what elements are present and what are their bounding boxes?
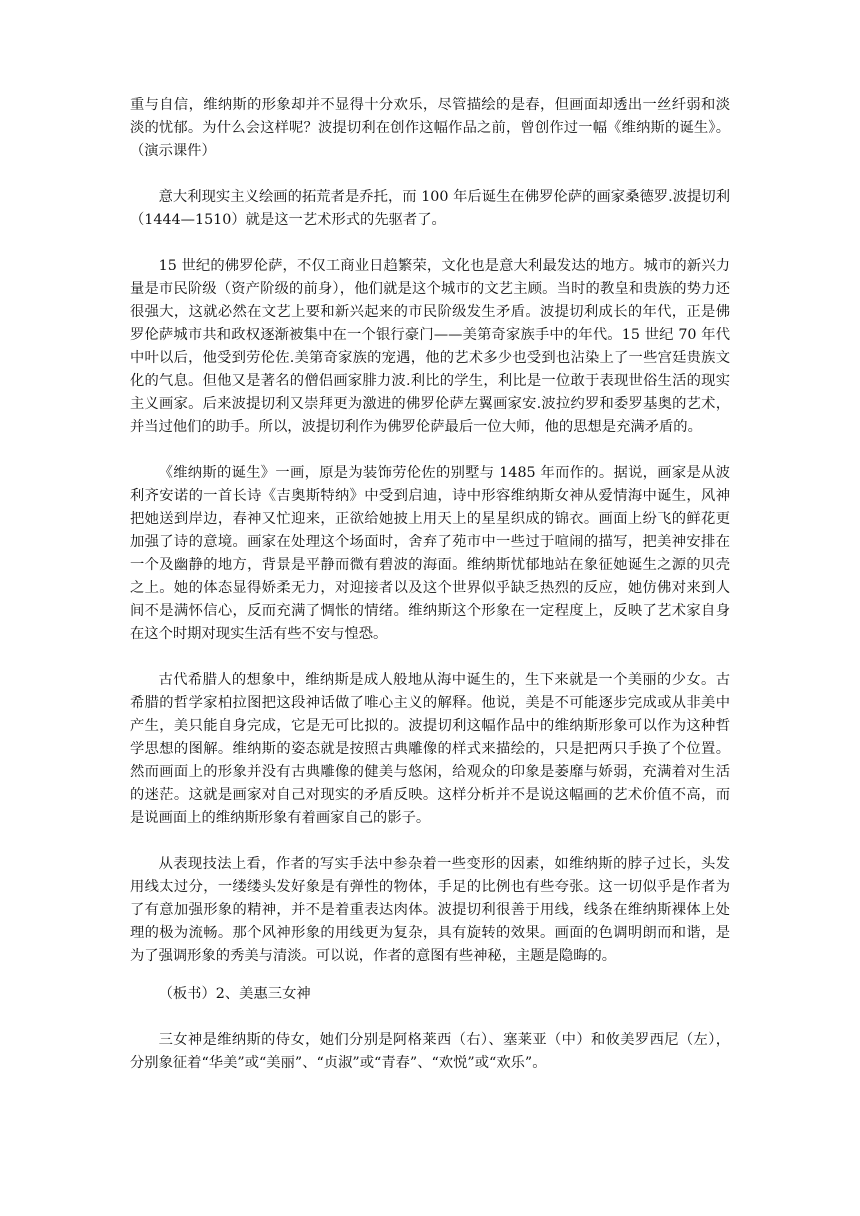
board-heading: （板书）2、美惠三女神 (158, 986, 311, 1002)
paragraph-intro-continued: 重与自信，维纳斯的形象却并不显得十分欢乐，尽管描绘的是春，但画面却透出一丝纤弱和淡淡的忧郁。为什么会这样呢？波提切利在创作这幅作品之前，曾创作过一幅《维纳斯的诞生》。（演示课件） (130, 97, 730, 159)
paragraph-greek-imagination: 古代希腊人的想象中，维纳斯是成人般地从海中诞生的，生下来就是一个美丽的少女。古希腊的哲学家柏拉图把这段神话做了唯心主义的解释。他说，美是不可能逐步完成或从非美中产生，美只能自身完成，它是无可比拟的。波提切利这幅作品中的维纳斯形象可以作为这种哲学思想的图解。维纳斯的姿态就是按照古典雕像的样式来描绘的，只是把两只手换了个位置。然而画面上的形象并没有古典雕像的健美与悠闲，给观众的印象是萎靡与娇弱，充满着对生活的迷茫。这就是画家对自己对现实的矛盾反映。这样分析并不是说这幅画的艺术价值不高，而是说画面上的维纳斯形象有着画家自己的影子。 (130, 672, 730, 826)
paragraph-giotto-botticelli: 意大利现实主义绘画的拓荒者是乔托，而 100 年后诞生在佛罗伦萨的画家桑德罗.波提切利（1444—1510）就是这一艺术形式的先驱者了。 (130, 189, 730, 228)
paragraph-birth-of-venus: 《维纳斯的诞生》一画，原是为装饰劳伦佐的别墅与 1485 年而作的。据说，画家是从波利齐安诺的一首长诗《吉奥斯特纳》中受到启迪，诗中形容维纳斯女神从爱情海中诞生，风神把她送到岸边，春神又忙迎来，正欲给她披上用天上的星星织成的锦衣。画面上纷飞的鲜花更加强了诗的意境。画家在处理这个场面时，舍弃了苑市中一些过于喧闹的描写，把美神安排在一个及幽静的地方，背景是平静而微有碧波的海面。维纳斯忧郁地站在象征她诞生之源的贝壳之上。她的体态显得娇柔无力，对迎接者以及这个世界似乎缺乏热烈的反应，她仿佛对来到人间不是满怀信心，反而充满了惆怅的情绪。维纳斯这个形象在一定程度上，反映了艺术家自身在这个时期对现实生活有些不安与惶恐。 (130, 465, 730, 642)
document-page (130, 94, 730, 1075)
paragraph-florence-15th-century: 15 世纪的佛罗伦萨，不仅工商业日趋繁荣，文化也是意大利最发达的地方。城市的新兴力量是市民阶级（资产阶级的前身），他们就是这个城市的文艺主顾。当时的教皇和贵族的势力还很强大，这就必然在文艺上要和新兴起来的市民阶级发生矛盾。波提切利成长的年代，正是佛罗伦萨城市共和政权逐渐被集中在一个银行豪门——美第奇家族手中的年代。15 世纪 70 年代中叶以后，他受到劳伦佐.美第奇家族的宠遇，他的艺术多少也受到也沾染上了一些宫廷贵族文化的气息。但他又是著名的僧侣画家腓力波.利比的学生，利比是一位敢于表现世俗生活的现实主义画家。后来波提切利又崇拜更为激进的佛罗伦萨左翼画家安.波拉约罗和委罗基奥的艺术，并当过他们的助手。所以，波提切利作为佛罗伦萨最后一位大师，他的思想是充满矛盾的。 (130, 258, 730, 435)
paragraph-three-graces: 三女神是维纳斯的侍女，她们分别是阿格莱西（右）、塞莱亚（中）和攸美罗西尼（左），分别象征着“华美”或“美丽”、“贞淑”或“青春”、“欢悦”或“欢乐”。 (130, 1032, 730, 1071)
paragraph-technique: 从表现技法上看，作者的写实手法中参杂着一些变形的因素，如维纳斯的脖子过长，头发用线太过分，一缕缕头发好象是有弹性的物体，手足的比例也有些夸张。这一切似乎是作者为了有意加强形象的精神，并不是着重表达肉体。波提切利很善于用线，线条在维纳斯裸体上处理的极为流畅。那个风神形象的用线更为复杂，具有旋转的效果。画面的色调明朗而和谐，是为了强调形象的秀美与清淡。可以说，作者的意图有些神秘，主题是隐晦的。 (130, 856, 730, 964)
